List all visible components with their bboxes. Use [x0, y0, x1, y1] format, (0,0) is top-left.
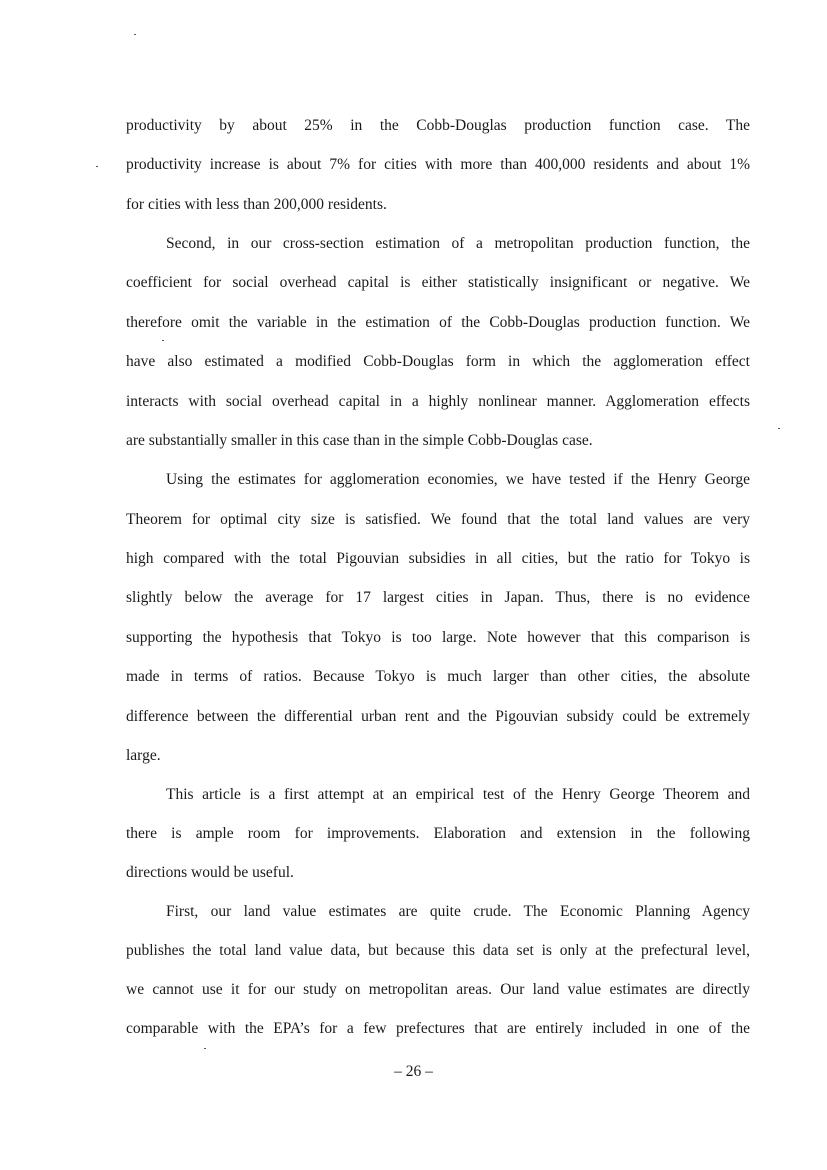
text-line: we cannot use it for our study on metropolitan areas. Our land value estimates are directly	[126, 981, 750, 998]
text-line: Using the estimates for agglomeration economies, we have tested if the Henry George	[166, 471, 750, 488]
scan-speck	[162, 340, 164, 341]
text-line: coefficient for social overhead capital is either statistically insignificant or negative. We	[126, 274, 750, 291]
text-line: comparable with the EPA’s for a few prefectures that are entirely included in one of the	[126, 1020, 750, 1037]
text-line: slightly below the average for 17 largest cities in Japan. Thus, there is no evidence	[126, 589, 750, 606]
text-line: there is ample room for improvements. Elaboration and extension in the following	[126, 825, 750, 842]
scan-speck	[134, 34, 136, 35]
text-line: directions would be useful.	[126, 864, 294, 881]
text-line: First, our land value estimates are quite crude. The Economic Planning Agency	[166, 903, 750, 920]
scan-speck	[204, 1048, 206, 1049]
text-line: Second, in our cross-section estimation of a metropolitan production function, the	[166, 235, 750, 252]
text-line: are substantially smaller in this case than in the simple Cobb-Douglas case.	[126, 432, 593, 449]
text-line: Theorem for optimal city size is satisfied. We found that the total land values are very	[126, 511, 750, 528]
text-line: productivity increase is about 7% for cities with more than 400,000 residents and about 1%	[126, 156, 750, 173]
text-line: made in terms of ratios. Because Tokyo is much larger than other cities, the absolute	[126, 668, 750, 685]
text-line: difference between the differential urban rent and the Pigouvian subsidy could be extremely	[126, 708, 750, 725]
text-line: high compared with the total Pigouvian subsidies in all cities, but the ratio for Tokyo is	[126, 550, 750, 567]
scan-speck	[778, 428, 780, 429]
text-line: supporting the hypothesis that Tokyo is too large. Note however that this comparison is	[126, 629, 750, 646]
text-line: productivity by about 25% in the Cobb-Douglas production function case. The	[126, 117, 750, 134]
scan-speck	[96, 166, 98, 167]
text-line: therefore omit the variable in the estimation of the Cobb-Douglas production function. We	[126, 314, 750, 331]
text-line: for cities with less than 200,000 residents.	[126, 196, 387, 213]
text-line: interacts with social overhead capital in a highly nonlinear manner. Agglomeration effects	[126, 393, 750, 410]
text-line: large.	[126, 747, 161, 764]
text-line: This article is a first attempt at an empirical test of the Henry George Theorem and	[166, 786, 750, 803]
text-line: publishes the total land value data, but because this data set is only at the prefectural level,	[126, 942, 750, 959]
text-line: have also estimated a modified Cobb-Douglas form in which the agglomeration effect	[126, 353, 750, 370]
page-number: – 26 –	[394, 1063, 433, 1080]
